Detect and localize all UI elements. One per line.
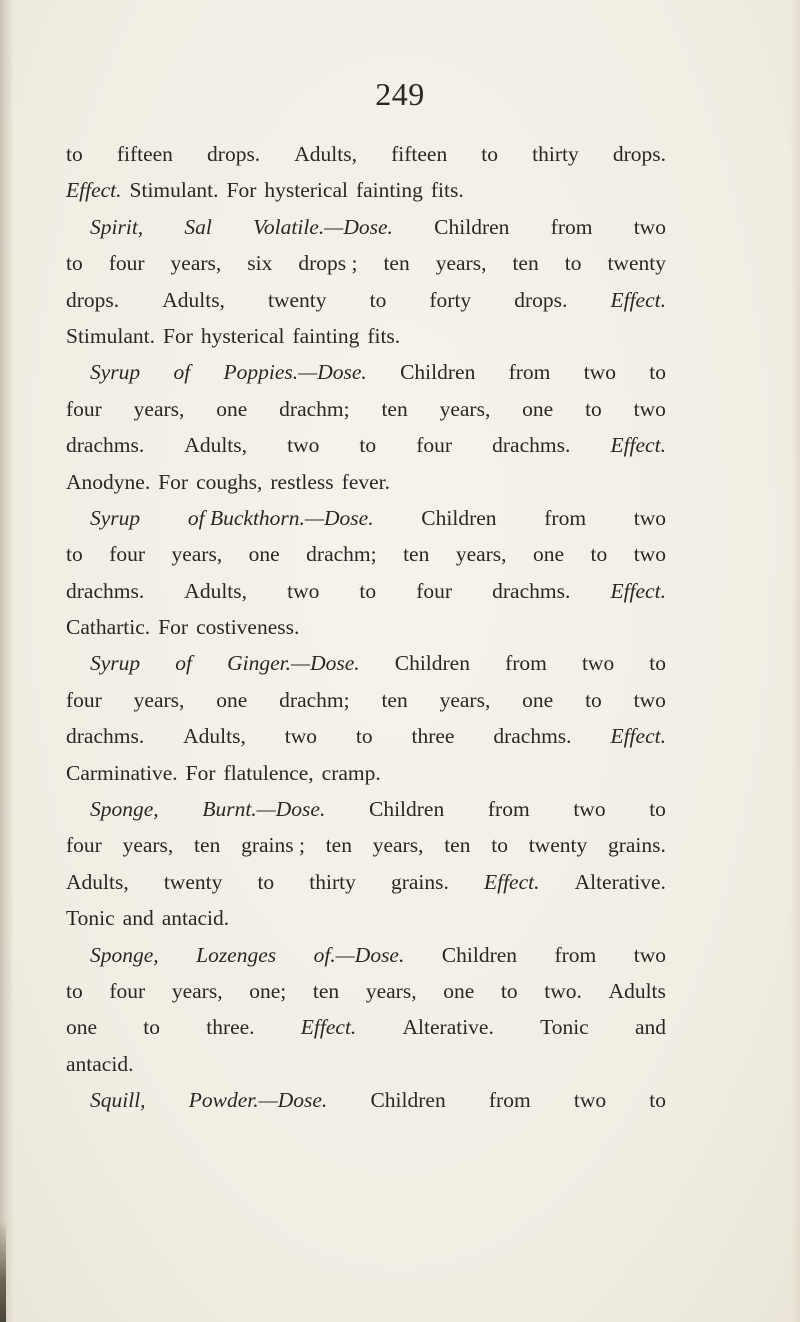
text-word: fifteen [391,142,448,166]
text-word: twenty [528,833,588,858]
text-word: drops. [514,287,568,312]
text-word: Effect. [66,178,122,203]
text-word: thirty [532,142,579,166]
text-word: from [508,360,551,385]
text-word: one [443,978,475,1003]
text-word: of [173,360,191,385]
text-word: to [491,833,508,858]
text-line [66,245,666,281]
text-word: fifteen [116,142,173,166]
text-word: Powder.—Dose. [188,1088,328,1113]
text-word: to [143,1015,160,1040]
text-word: four [66,687,102,712]
text-word: two. [544,978,582,1003]
text-word: Adults, [66,869,129,894]
text-word: ten [403,542,430,567]
text-word: twenty [163,869,223,894]
text-word: Adults, [184,578,248,603]
text-line [66,1009,666,1045]
binding-streak [0,1220,6,1322]
text-word: Ginger.—Dose. [227,651,360,676]
text-word: For [163,323,193,348]
text-word: coughs, [196,469,263,494]
text-word: fainting [355,178,423,203]
text-word: years, [455,542,507,567]
text-word: one [66,1015,98,1040]
text-word: years, [133,396,185,421]
text-word: from [487,797,530,822]
text-line [66,718,666,754]
text-word: Stimulant. [66,323,155,348]
text-word: drops ; [298,251,358,276]
text-word: two [633,942,666,967]
text-line [66,791,666,827]
text-word: Effect. [300,1015,357,1040]
text-word: fits. [430,178,464,203]
text-line [66,827,666,863]
text-line [66,172,666,208]
text-word: Children [368,797,445,822]
text-word: two [573,1088,607,1113]
text-word: and [634,1015,666,1040]
text-word: drachm; [279,687,350,712]
text-word: one [533,542,565,567]
text-word: one [522,396,554,421]
text-word: two [583,360,616,385]
text-word: Children [370,1088,446,1113]
text-word: six [247,251,273,276]
text-word: Spirit, [90,214,144,239]
text-word: costiveness. [196,615,300,640]
text-word: to [66,142,83,166]
text-line [66,391,666,427]
text-word: cramp. [321,760,381,785]
text-word: Tonic [540,1015,589,1040]
text-line [66,645,666,681]
text-word: restless [270,469,334,494]
text-word: twenty [607,251,666,276]
text-line [66,500,666,536]
text-line [66,1082,666,1118]
text-word: to [564,251,582,276]
text-word: ten [444,833,471,858]
text-word: four [109,978,146,1003]
text-word: years, [365,978,417,1003]
text-word: Syrup [90,651,141,676]
text-line [66,973,666,1009]
text-word: to [66,542,83,567]
text-word: two [633,505,666,530]
text-word: to [585,687,602,712]
text-word: from [554,942,597,967]
text-word: Alterative. [574,869,666,894]
text-word: to [649,651,666,676]
text-word: to [649,1088,666,1113]
text-word: Poppies.—Dose. [223,360,367,385]
text-word: four [416,578,453,603]
text-word: drachms. [66,433,145,458]
text-word: Volatile.—Dose. [253,214,393,239]
text-word: For [185,760,216,785]
text-word: years, [372,833,424,858]
text-word: drachms. [492,578,571,603]
text-word: Anodyne. [66,469,151,494]
text-word: to [369,287,387,312]
text-word: drops. [207,142,261,166]
text-word: years, [171,978,223,1003]
text-word: of Buckthorn.—Dose. [187,505,374,530]
text-word: two [633,542,666,567]
text-word: twenty [268,287,327,312]
text-line [66,755,666,791]
text-line [66,1046,666,1082]
text-word: Sponge, [90,942,159,967]
text-word: years, [171,542,223,567]
text-word: four [66,833,102,858]
binding-shadow [0,0,14,1322]
text-word: Syrup [90,505,141,530]
text-word: to [66,251,83,276]
text-word: years, [439,687,491,712]
text-word: Stimulant. [129,178,219,203]
text-word: hysterical [264,178,348,203]
text-line [66,900,666,936]
text-word: Adults [608,978,666,1003]
text-word: one [216,687,248,712]
text-word: drops. [612,142,666,166]
text-word: four [108,251,145,276]
text-word: to [359,433,377,458]
text-word: Effect. [610,287,666,312]
text-word: from [505,651,547,676]
text-word: Squill, [90,1088,146,1113]
text-word: one [248,542,280,567]
text-word: hysterical [200,323,285,348]
text-word: two [633,214,666,239]
text-word: three. [206,1015,255,1040]
page-edge [790,0,800,1322]
text-word: Tonic [66,906,115,931]
text-line [66,609,666,645]
text-word: drachms. [492,433,571,458]
text-word: Sponge, [90,797,159,822]
text-word: to [590,542,608,567]
text-word: Syrup [90,360,141,385]
text-word: grains. [390,869,449,894]
text-word: two [287,433,320,458]
text-word: For [158,469,189,494]
text-word: three [411,724,455,749]
text-line [66,427,666,463]
text-word: four [109,542,146,567]
text-word: drachms. [493,724,572,749]
text-word: Adults, [162,287,225,312]
text-word: antacid. [161,906,230,931]
text-word: two [581,651,615,676]
text-word: of.—Dose. [313,942,405,967]
text-word: Children [434,214,510,239]
text-word: grains ; [241,833,305,858]
text-word: years, [122,833,174,858]
text-line [66,209,666,245]
text-word: two [633,396,666,421]
text-word: ten [194,833,221,858]
text-word: Burnt.—Dose. [202,797,326,822]
text-word: fever. [341,469,391,494]
text-word: one [216,396,248,421]
text-word: from [544,505,587,530]
text-word: to [649,360,666,385]
text-word: flatulence, [223,760,314,785]
text-word: Children [441,942,518,967]
text-word: Adults, [184,433,248,458]
text-word: For [226,178,257,203]
text-line [66,536,666,572]
text-word: to [500,978,518,1003]
text-line [66,864,666,900]
text-line [66,682,666,718]
text-word: years, [170,251,222,276]
text-word: to [359,578,377,603]
text-word: Children [421,505,497,530]
text-word: Lozenges [196,942,277,967]
text-word: Children [400,360,476,385]
text-word: drops. [66,287,120,312]
text-line [66,282,666,318]
text-word: thirty [309,869,356,894]
text-word: from [488,1088,531,1113]
text-word: drachms. [66,578,145,603]
text-word: For [158,615,189,640]
text-word: ten [381,687,408,712]
text-line [66,464,666,500]
text-word: two [287,578,320,603]
text-word: Effect. [610,578,666,603]
text-word: two [633,687,666,712]
text-word: from [550,214,593,239]
text-word: four [416,433,453,458]
text-line [66,937,666,973]
text-word: to [66,978,83,1003]
text-word: to [585,396,602,421]
text-word: years, [435,251,487,276]
text-word: four [66,396,102,421]
text-word: ten [381,396,408,421]
text-word: years, [439,396,491,421]
text-line [66,354,666,390]
text-line [66,573,666,609]
text-word: Cathartic. [66,615,151,640]
text-word: Adults, [183,724,246,749]
text-word: and [122,906,154,931]
text-word: one [522,687,554,712]
text-word: antacid. [66,1051,134,1076]
text-word: to [649,797,666,822]
text-word: to [257,869,275,894]
text-word: forty [429,287,472,312]
text-word: drachm; [279,396,350,421]
body-text [66,136,666,1119]
text-word: Alterative. [402,1015,494,1040]
text-word: ten [512,251,539,276]
text-word: two [284,724,317,749]
text-word: Children [394,651,470,676]
text-word: grains. [607,833,666,858]
text-word: Effect. [610,433,666,458]
text-word: one; [249,978,287,1003]
text-word: drachm; [306,542,377,567]
text-line [66,318,666,354]
text-word: two [573,797,606,822]
text-word: fits. [367,323,401,348]
text-word: Adults, [294,142,357,166]
text-word: of [175,651,192,676]
text-word: ten [312,978,340,1003]
text-word: Effect. [610,724,666,749]
text-word: to [481,142,499,166]
text-word: years, [133,687,185,712]
text-word: drachms. [66,724,145,749]
text-word: Sal [184,214,212,239]
text-word: Carminative. [66,760,178,785]
text-word: fainting [292,323,360,348]
text-word: to [355,724,373,749]
text-line [66,136,666,172]
text-word: ten [383,251,410,276]
text-word: Effect. [483,869,540,894]
page-number: 249 [375,76,425,112]
text-word: ten [325,833,352,858]
